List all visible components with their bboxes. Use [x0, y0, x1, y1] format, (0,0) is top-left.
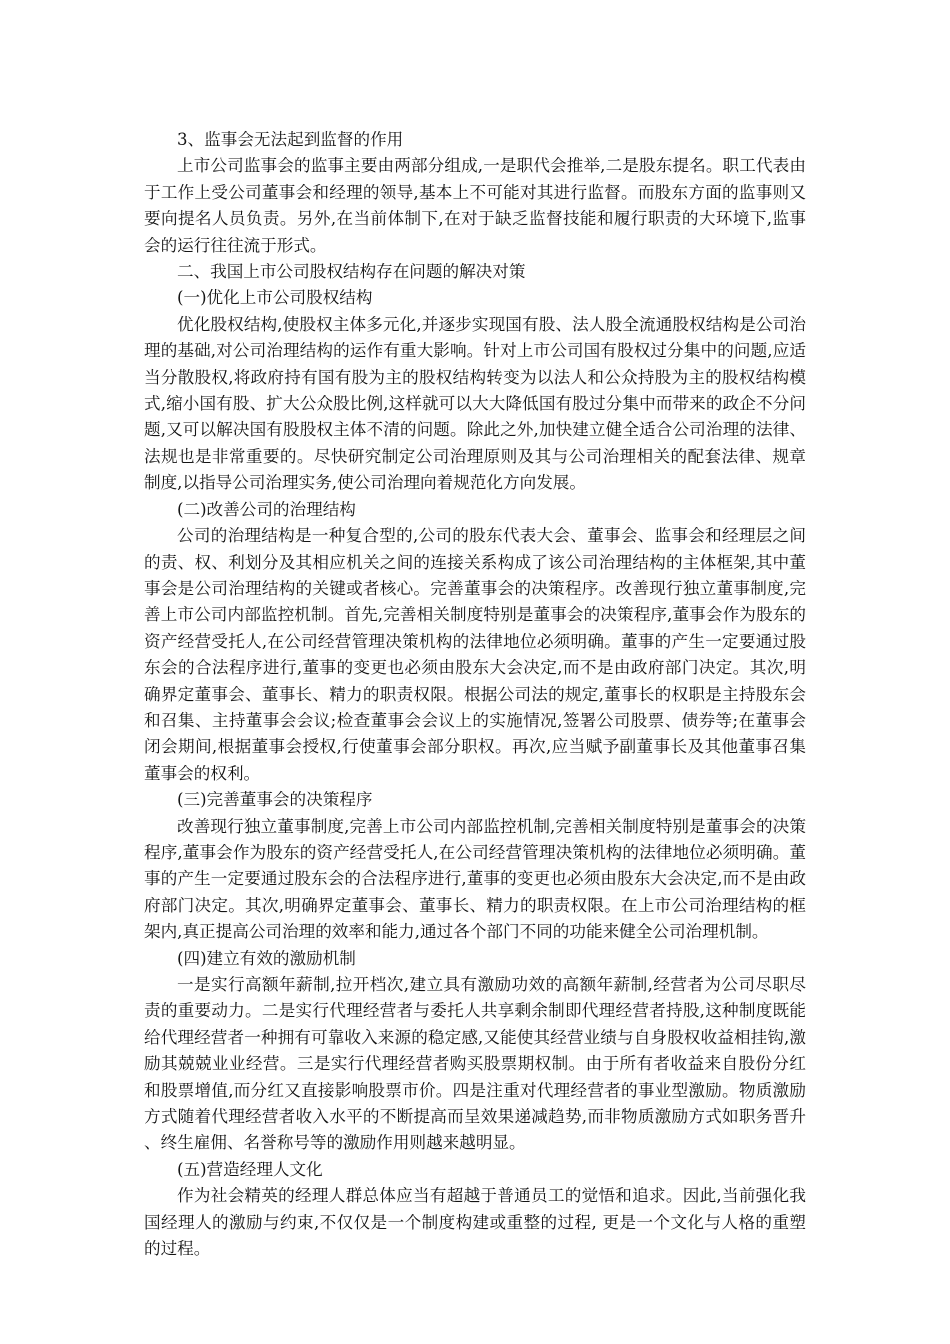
- subsection-heading-supervisory-board: 3、监事会无法起到监督的作用: [177, 130, 404, 149]
- section-heading-countermeasures: 二、我国上市公司股权结构存在问题的解决对策: [177, 262, 526, 282]
- subsection-heading-governance-structure: (二)改善公司的治理结构: [177, 499, 356, 519]
- paragraph-manager-culture: 作为社会精英的经理人群总体应当有超越于普通员工的觉悟和追求。因此,当前强化我国经理人的激励与约束,不仅仅是一个制度构建或重整的过程, 更是一个文化与人格的重塑的过程。: [144, 1186, 806, 1259]
- paragraph-governance-structure: 公司的治理结构是一种复合型的,公司的股东代表大会、董事会、监事会和经理层之间的责、权、利划分及其相应机关之间的连接关系构成了该公司治理结构的主体框架,其中董事会是公司治理结构的关键或者核心。完善董事会的决策程序。改善现行独立董事制度,完善上市公司内部监控机制。首先,完善相关制度特别是董事会的决策程序,董事会作为股东的资产经营受托人,在公司经营管理决策机构的法律地位必须明确。董事的产生一定要通过股东会的合法程序进行,董事的变更也必须由股东大会决定,而不是由政府部门决定。其次,明确界定董事会、董事长、精力的职责权限。根据公司法的规定,董事长的权职是主持股东会和召集、主持董事会会议;检查董事会会议上的实施情况,签署公司股票、债券等;在董事会闭会期间,根据董事会授权,行使董事会部分职权。再次,应当赋予副董事长及其他董事召集董事会的权利。: [144, 526, 806, 783]
- subsection-heading-incentive-mechanism: (四)建立有效的激励机制: [177, 948, 356, 968]
- subsection-heading-board-decision: (三)完善董事会的决策程序: [177, 790, 373, 810]
- paragraph-board-decision: 改善现行独立董事制度,完善上市公司内部监控机制,完善相关制度特别是董事会的决策程序,董事会作为股东的资产经营受托人,在公司经营管理决策机构的法律地位必须明确。董事的产生一定要通过股东会的合法程序进行,董事的变更也必须由股东大会决定,而不是由政府部门决定。其次,明确界定董事会、董事长、精力的职责权限。在上市公司治理结构的框架内,真正提高公司治理的效率和能力,通过各个部门不同的功能来健全公司治理机制。: [144, 816, 806, 942]
- paragraph-optimize-equity: 优化股权结构,使股权主体多元化,并逐步实现国有股、法人股全流通股权结构是公司治理的基础,对公司治理结构的运作有重大影响。针对上市公司国有股权过分集中的问题,应适当分散股权,将政府持有国有股为主的股权结构转变为以法人和公众持股为主的股权结构模式,缩小国有股、扩大公众股比例,这样就可以大大降低国有股过分集中而带来的政企不分问题,又可以解决国有股股权主体不清的问题。除此之外,加快建立健全适合公司治理的法律、法规也是非常重要的。尽快研究制定公司治理原则及其与公司治理相关的配套法律、规章制度,以指导公司治理实务,使公司治理向着规范化方向发展。: [144, 314, 806, 493]
- subsection-heading-optimize-equity: (一)优化上市公司股权结构: [177, 288, 373, 308]
- paragraph-incentive-mechanism: 一是实行高额年薪制,拉开档次,建立具有激励功效的高额年薪制,经营者为公司尽职尽责的重要动力。二是实行代理经营者与委托人共享剩余制即代理经营者持股,这种制度既能给代理经营者一种拥有可靠收入来源的稳定感,又能使其经营业绩与自身股权收益相挂钩,激励其兢兢业业经营。三是实行代理经营者购买股票期权制。由于所有者收益来自股份分红和股票增值,而分红又直接影响股票市价。四是注重对代理经营者的事业型激励。物质激励方式随着代理经营者收入水平的不断提高而呈效果递减趋势,而非物质激励方式如职务晋升、终生雇佣、名誉称号等的激励作用则越来越明显。: [144, 975, 806, 1153]
- subsection-heading-manager-culture: (五)营造经理人文化: [177, 1159, 323, 1179]
- paragraph-supervisory-board: 上市公司监事会的监事主要由两部分组成,一是职代会推举,二是股东提名。职工代表由于工作上受公司董事会和经理的领导,基本上不可能对其进行监督。而股东方面的监事则又要向提名人员负责。另外,在当前体制下,在对于缺乏监督技能和履行职责的大环境下,监事会的运行往往流于形式。: [144, 156, 806, 255]
- document-body: [144, 127, 806, 1262]
